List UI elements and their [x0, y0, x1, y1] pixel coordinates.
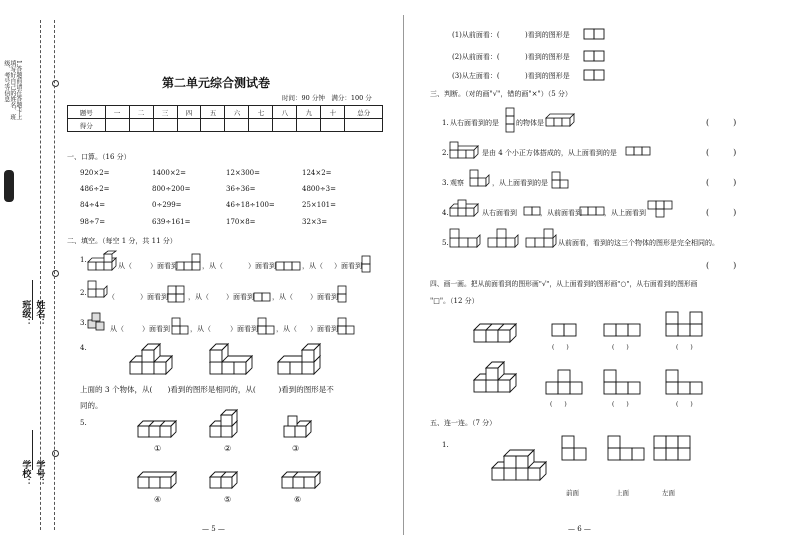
judge1-number: 1.	[442, 119, 449, 127]
q5-solid-6	[282, 470, 322, 492]
q1-view-shape-3	[362, 256, 372, 272]
q3-text-d: ）面看到	[230, 325, 258, 333]
score-cell[interactable]	[273, 119, 297, 132]
judge2-solid	[450, 142, 480, 162]
id-label: 学号：	[34, 460, 45, 487]
connect-label-front[interactable]: 前面	[566, 489, 579, 497]
q2-text-a: （	[108, 293, 115, 301]
draw-view-1	[552, 324, 576, 336]
page-title: 第二单元综合测试卷	[162, 76, 271, 90]
sidebar-instruction-1: 1.答题前请在答题卡上	[14, 60, 22, 120]
section5-title: 五、连一连。（7 分）	[430, 419, 497, 427]
judge1-answer[interactable]: ( )	[706, 118, 737, 127]
judge2-text2: 是由 4 个小正方体搭成的，从上面看到的是	[482, 149, 617, 157]
q2-view-shape-1	[168, 286, 184, 302]
math-item: 800÷200=	[152, 185, 191, 193]
draw-answer-3[interactable]: ( )	[676, 344, 693, 351]
q1-cube-figure	[88, 254, 118, 272]
math-item: 84÷4=	[80, 201, 106, 209]
math-item: 486÷2=	[80, 185, 110, 193]
q2-text-b: ）面看到	[140, 293, 168, 301]
connect-view-1	[562, 436, 586, 460]
q2-text-e: ，从（	[272, 293, 293, 301]
draw-solid-2	[474, 360, 524, 396]
score-cell[interactable]	[129, 119, 153, 132]
circled-5: ⑤	[224, 495, 232, 504]
score-header-cell: 五	[201, 106, 225, 119]
connect-view-3	[654, 436, 690, 460]
judge5-solid-3	[526, 230, 556, 252]
judge1-solid	[546, 112, 576, 130]
q4-text-line1: 上面的 3 个物体，从( )看到的图形是相同的，从( )看到的图形是不	[80, 385, 334, 394]
connect-view-2	[608, 436, 644, 460]
score-header-cell: 九	[297, 106, 321, 119]
top-q2-mid: )看到的图形是	[504, 53, 570, 61]
score-header-cell: 十	[321, 106, 345, 119]
name-label: 姓名：	[34, 300, 45, 327]
score-header-cell: 二	[129, 106, 153, 119]
q4-solid-3	[278, 342, 324, 378]
top-q2-shape	[584, 51, 604, 61]
q3-number: 3.	[80, 319, 87, 327]
sidebar-instruction-2: 填写好自己的姓名、班	[8, 60, 16, 120]
score-cell[interactable]	[249, 119, 273, 132]
connect-label-top[interactable]: 上面	[616, 489, 629, 497]
math-item: 639÷161=	[152, 218, 191, 226]
judge4-answer[interactable]: ( )	[706, 208, 737, 217]
q2-view-shape-2	[254, 293, 270, 301]
draw-view-2	[604, 324, 640, 336]
q2-number: 2.	[80, 289, 87, 297]
judge4-shape-2	[580, 207, 604, 215]
q3-text-b: ）面看到	[142, 325, 170, 333]
school-label: 学校：	[20, 460, 31, 487]
section1-title: 一、口算。（16 分）	[67, 153, 131, 161]
q5-solid-4	[138, 470, 178, 492]
judge1-text1: 从右面看到的是	[450, 119, 499, 127]
score-cell[interactable]	[177, 119, 201, 132]
top-q1-mid: )看到的图形是	[504, 31, 570, 39]
score-cell[interactable]	[321, 119, 345, 132]
q4-number: 4.	[80, 344, 87, 352]
draw-answer-2[interactable]: ( )	[612, 344, 629, 351]
top-q1-shape	[584, 29, 604, 39]
judge5-answer[interactable]: ( )	[706, 261, 737, 270]
connect-label-left[interactable]: 左面	[662, 489, 675, 497]
q4-solid-1	[130, 342, 176, 378]
judge2-number: 2.	[442, 149, 449, 157]
score-header-cell: 八	[273, 106, 297, 119]
circled-2: ②	[224, 444, 232, 453]
q2-cube-figure	[88, 283, 108, 301]
q5-solid-5	[210, 470, 246, 492]
q2-text-d: ）面看到	[226, 293, 254, 301]
right-page	[404, 0, 794, 550]
q1-text-f: ）面看到	[334, 262, 362, 270]
q1-text-c: ，从（	[202, 262, 223, 270]
math-item: 170×8=	[226, 218, 256, 226]
q3-view-shape-2	[258, 318, 274, 334]
judge1-shape	[506, 108, 514, 132]
judge5-number: 5.	[442, 239, 449, 247]
class-label: 班级：	[20, 300, 31, 327]
time-score: 时间：90 分钟 满分：100 分	[282, 94, 372, 102]
circled-6: ⑥	[294, 495, 302, 504]
score-cell[interactable]	[153, 119, 177, 132]
score-header-cell: 四	[177, 106, 201, 119]
score-cell[interactable]	[201, 119, 225, 132]
q3-cube-figure	[88, 314, 110, 332]
top-q1-text: (1)从前面看：(	[452, 31, 500, 39]
score-table	[67, 105, 383, 132]
score-header-cell: 一	[105, 106, 129, 119]
judge4-number: 4.	[442, 209, 449, 217]
judge2-shape	[626, 147, 650, 155]
judge4-text2: 从右面看到	[482, 209, 517, 217]
score-row-label: 得分	[68, 119, 106, 132]
judge4-shape-3	[648, 201, 672, 217]
score-header-cell: 七	[249, 106, 273, 119]
judge1-text2: 的物体是	[516, 119, 544, 127]
top-q2-text: (2)从前面看：(	[452, 53, 500, 61]
math-item: 25×101=	[302, 201, 336, 209]
judge3-number: 3.	[442, 179, 449, 187]
section4-title: 四、画一画。把从前面看到的图形画"√"，从上面看到的图形画"○"，从右面看到的图形画	[430, 280, 698, 288]
judge5-text2: 从前面看，看到的这三个物体的图形是完全相同的。	[558, 239, 719, 247]
judge3-shape	[552, 172, 568, 188]
top-q3-shape	[584, 70, 604, 80]
score-cell[interactable]	[297, 119, 321, 132]
draw-view-3	[666, 312, 702, 336]
draw-answer-5[interactable]: ( )	[612, 401, 629, 408]
judge3-solid	[470, 170, 492, 190]
q3-text-c: ，从（	[190, 325, 211, 333]
math-item: 98÷7=	[80, 218, 106, 226]
q1-text-d: ）面看到	[248, 262, 276, 270]
draw-view-6	[666, 370, 702, 394]
math-item: 0÷299=	[152, 201, 182, 209]
math-item: 1400×2=	[152, 169, 186, 177]
circled-1: ①	[154, 444, 162, 453]
q1-number: 1.	[80, 256, 87, 264]
score-cell[interactable]	[225, 119, 249, 132]
judge5-solid-1	[450, 230, 480, 252]
q2-text-c: ，从（	[188, 293, 209, 301]
judge4-shape-1	[524, 207, 540, 215]
math-item: 4800÷3=	[302, 185, 336, 193]
score-header-cell: 六	[225, 106, 249, 119]
q1-text-e: ，从（	[302, 262, 323, 270]
left-page-number: — 5 —	[202, 525, 225, 533]
draw-answer-6[interactable]: ( )	[676, 401, 693, 408]
draw-view-5	[604, 370, 640, 394]
q4-text-line2: 同的。	[80, 401, 103, 410]
score-header-cell: 三	[153, 106, 177, 119]
q3-text-e: ，从（	[276, 325, 297, 333]
circled-4: ④	[154, 495, 162, 504]
score-header-cell: 题号	[68, 106, 106, 119]
q1-text-b: ）面看到	[150, 262, 178, 270]
q5-solid-1	[138, 418, 178, 442]
q1-view-shape-2	[276, 262, 300, 270]
right-page-number: — 6 —	[568, 525, 591, 533]
q3-text-a: 从（	[110, 325, 124, 333]
circled-3: ③	[292, 444, 300, 453]
judge5-solid-2	[488, 230, 518, 252]
draw-answer-4[interactable]: ( )	[550, 401, 567, 408]
q3-text-f: ）面看到	[310, 325, 338, 333]
q5-solid-2	[210, 418, 246, 442]
math-item: 124×2=	[302, 169, 332, 177]
q1-view-shape-1	[176, 258, 200, 270]
draw-solid-1	[474, 320, 518, 346]
score-cell[interactable]	[345, 119, 383, 132]
draw-view-4	[546, 370, 582, 394]
judge2-answer[interactable]: ( )	[706, 148, 737, 157]
math-item: 46÷18÷100=	[226, 201, 275, 209]
connect-solid	[492, 452, 548, 484]
q2-text-f: ）面看到	[310, 293, 338, 301]
q1-text-a: 从（	[118, 262, 132, 270]
top-q3-text: (3)从左面看：(	[452, 72, 500, 80]
q3-view-shape-3	[338, 318, 354, 334]
q5-number: 5.	[80, 419, 87, 427]
connect-q1-number: 1.	[442, 441, 449, 449]
score-cell[interactable]	[105, 119, 129, 132]
score-header-cell: 总分	[345, 106, 383, 119]
draw-answer-1[interactable]: ( )	[552, 344, 569, 351]
judge3-answer[interactable]: ( )	[706, 178, 737, 187]
judge4-text3: ，从前面看到	[540, 209, 582, 217]
judge3-text2: ，从上面看到的是	[492, 179, 548, 187]
judge4-solid	[450, 202, 480, 220]
sidebar-instruction-3: 级、考号等信息	[2, 60, 10, 102]
math-item: 36÷36=	[226, 185, 256, 193]
section2-title: 二、填空。（每空 1 分，共 11 分）	[67, 237, 177, 245]
judge4-text4: ，从上面看到	[604, 209, 646, 217]
q3-view-shape-1	[172, 318, 188, 334]
q5-solid-3	[284, 418, 312, 444]
section4-title-2: "□"。（12 分）	[430, 297, 479, 305]
math-item: 920×2=	[80, 169, 110, 177]
top-q3-mid: )看到的图形是	[504, 72, 570, 80]
q4-solid-2	[210, 342, 256, 378]
math-item: 32×3=	[302, 218, 328, 226]
section3-title: 三、判断。（对的画"√"，错的画"×"）（5 分）	[430, 90, 572, 98]
math-item: 12×300=	[226, 169, 260, 177]
judge3-text1: 观察	[450, 179, 464, 187]
q2-view-shape-3	[338, 286, 346, 302]
